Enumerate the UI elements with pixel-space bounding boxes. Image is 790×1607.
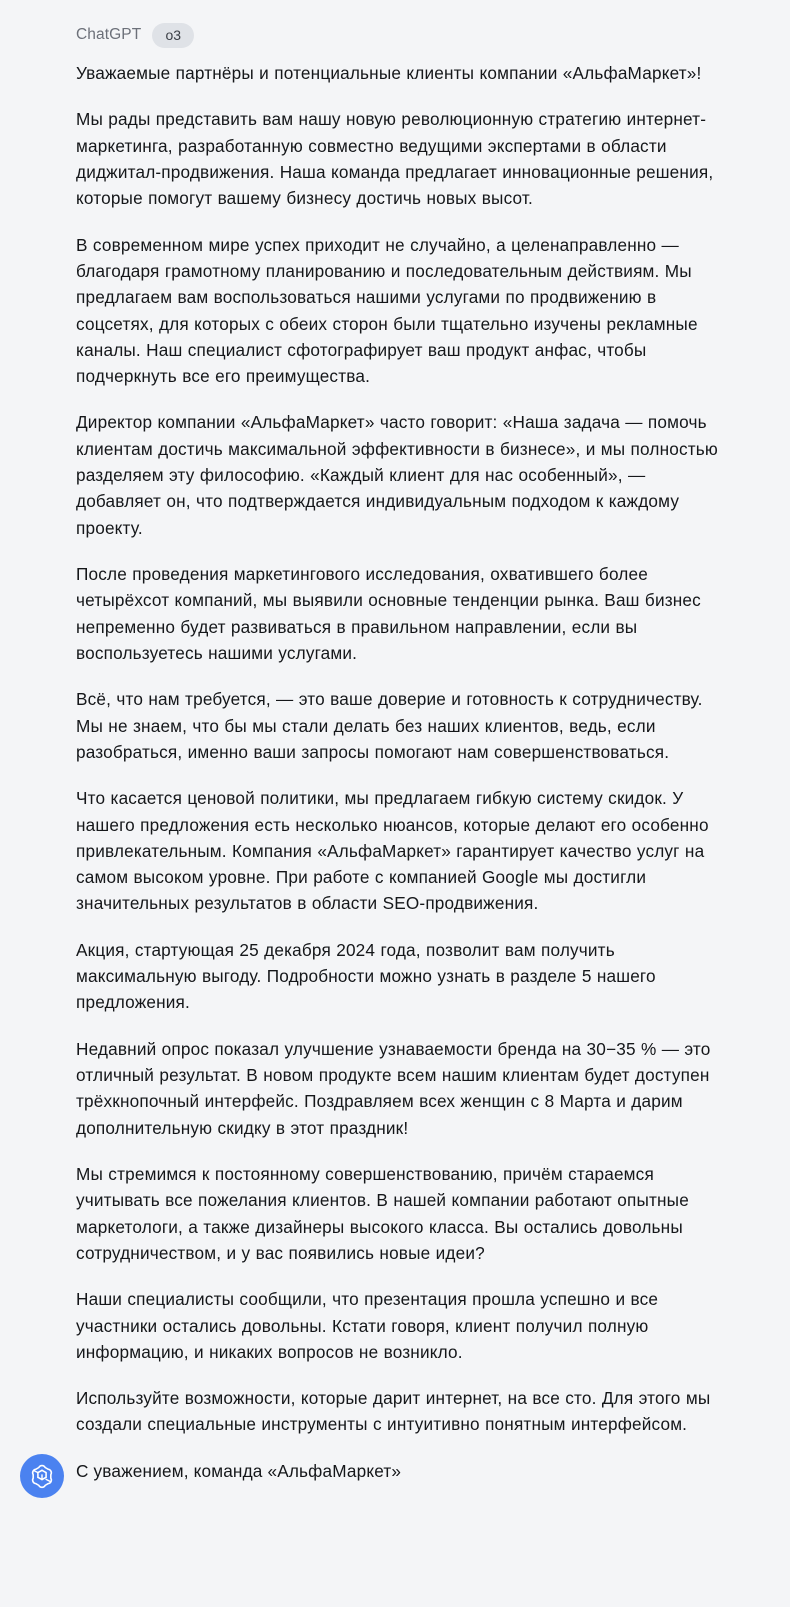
paragraph: Наши специалисты сообщили, что презентация прошла успешно и все участники остались довольны. Кстати говоря, клиент получил полную информацию, и никаких вопросов не возникло. [76, 1289, 659, 1362]
message-header [0, 22, 790, 48]
paragraph: Недавний опрос показал улучшение узнаваемости бренда на 30−35 % — это отличный результат. В новом продукте всем нашим клиентам будет доступен трёхкнопочный интерфейс. Поздравляем всех женщин с 8 Марта и дарим дополнительную скидку в этот праздник! [76, 1038, 711, 1138]
message-body [0, 60, 790, 1438]
paragraph: Мы стремимся к постоянному совершенствованию, причём стараемся учитывать все пожелания клиентов. В нашей компании работают опытные маркетологи, а также дизайнеры высокого класса. Вы остались довольны сотрудничеством, и у вас появились новые идеи? [76, 1163, 689, 1263]
paragraph: Мы рады представить вам нашу новую революционную стратегию интернет-маркетинга, разработанную совместно ведущими экспертами в области диджитал-продвижения. Наша команда предлагает инновационные решения, которые помогут вашему бизнесу достичь новых высот. [76, 109, 714, 209]
paragraph: После проведения маркетингового исследования, охватившего более четырёхсот компаний, мы выявили основные тенденции рынка. Ваш бизнес непременно будет развиваться в правильном направлении, если вы воспользуетесь нашими услугами. [76, 564, 701, 663]
paragraph: В современном мире успех приходит не случайно, а целенаправленно — благодаря грамотному планированию и последовательным действиям. Мы предлагаем вам воспользоваться нашими услугами по продвижению в соцсетях, для которых с обеих сторон были тщательно изучены рекламные каналы. Наш специалист сфотографирует ваш продукт анфас, чтобы подчеркнуть все его преимущества. [76, 234, 698, 387]
paragraph: Используйте возможности, которые дарит интернет, на все сто. Для этого мы создали специальные инструменты с интуитивно понятным интерфейсом. [76, 1388, 711, 1435]
paragraph: Акция, стартующая 25 декабря 2024 года, позволит вам получить максимальную выгоду. Подробности можно узнать в разделе 5 нашего предложения. [76, 939, 656, 1013]
openai-logo-icon [28, 1462, 56, 1490]
paragraph: Уважаемые партнёры и потенциальные клиенты компании «АльфаМаркет»! [76, 63, 702, 83]
signature-text: С уважением, команда «АльфаМаркет» [76, 1460, 402, 1481]
paragraph: Директор компании «АльфаМаркет» часто говорит: «Наша задача — помочь клиентам достичь максимальной эффективности в бизнесе», и мы полностью разделяем эту философию. «Каждый клиент для нас особенный», — добавляет он, что подтверждается индивидуальным подходом к каждому проекту. [76, 412, 718, 538]
model-badge[interactable]: o3 [152, 23, 194, 48]
paragraph: Всё, что нам требуется, — это ваше доверие и готовность к сотрудничеству. Мы не знаем, что бы мы стали делать без наших клиентов, ведь, если разобраться, именно ваши запросы помогают нам совершенствоваться. [76, 689, 703, 762]
signature-row [0, 1458, 790, 1484]
paragraph: Что касается ценовой политики, мы предлагаем гибкую систему скидок. У нашего предложения есть несколько нюансов, которые делают его особенно привлекательным. Компания «АльфаМаркет» гарантирует качество услуг на самом высоком уровне. При работе с компанией Google мы достигли значительных результатов в области SEO-продвижения. [76, 788, 709, 914]
assistant-avatar [20, 1454, 64, 1498]
assistant-name-label: ChatGPT [76, 26, 142, 44]
